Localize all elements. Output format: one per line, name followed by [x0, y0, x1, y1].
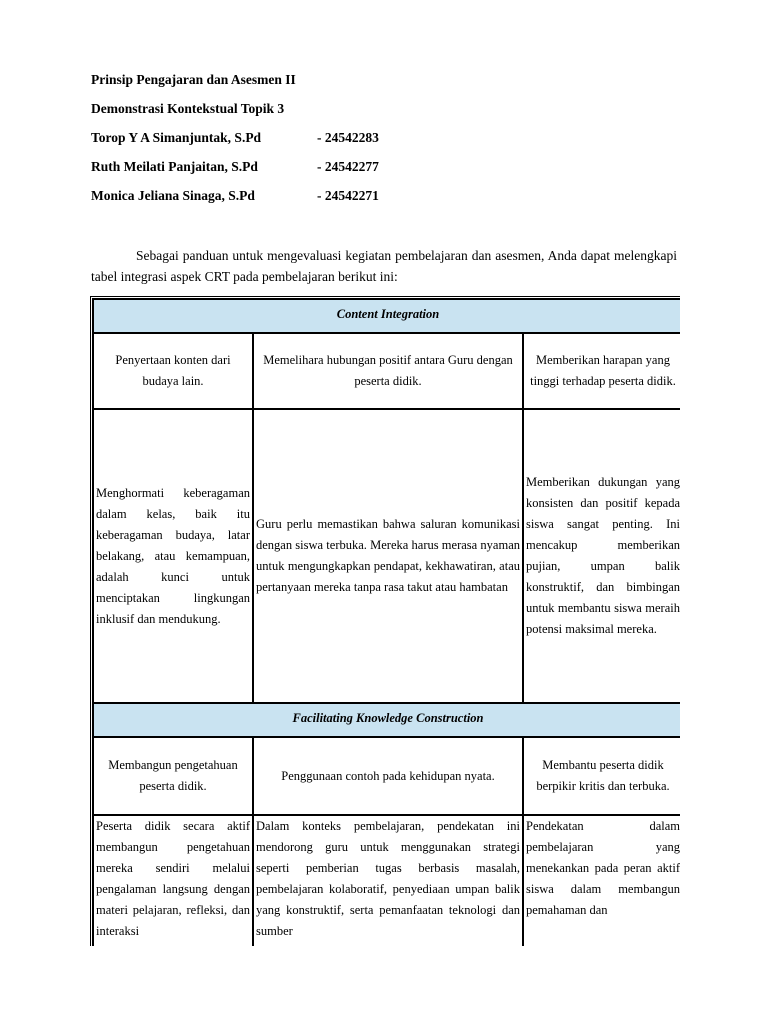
- course-title: Prinsip Pengajaran dan Asesmen II: [91, 72, 296, 87]
- intro-paragraph: [91, 245, 677, 287]
- table-cell: Membangun pengetahuan peserta didik.: [93, 737, 253, 815]
- member-row: [91, 159, 379, 175]
- table-row: [93, 333, 680, 409]
- table-row: [93, 815, 680, 946]
- section-title-content-integration: Content Integration: [93, 299, 680, 333]
- table-row: [93, 737, 680, 815]
- member-name: Ruth Meilati Panjaitan, S.Pd: [91, 159, 258, 174]
- table-cell: Menghormati keberagaman dalam kelas, baik itu keberagaman budaya, latar belakang, atau kemampuan, adalah kunci untuk menciptakan lingkungan inklusif dan mendukung.: [93, 409, 253, 703]
- table-row: [93, 409, 680, 703]
- section-row: [93, 703, 680, 737]
- member-row: [91, 188, 379, 204]
- section-title-knowledge-construction: Facilitating Knowledge Construction: [93, 703, 680, 737]
- member-name: Monica Jeliana Sinaga, S.Pd: [91, 188, 255, 203]
- section-row: [93, 299, 680, 333]
- table-cell: Pendekatan dalam pembelajaran yang menekankan pada peran aktif siswa dalam membangun pemahaman dan: [523, 815, 680, 946]
- table-cell: Guru perlu memastikan bahwa saluran komunikasi dengan siswa terbuka. Mereka harus merasa nyaman untuk mengungkapkan pendapat, kekhawatiran, atau pertanyaan mereka tanpa rasa takut atau hambatan: [253, 409, 523, 703]
- table-cell: Penggunaan contoh pada kehidupan nyata.: [253, 737, 523, 815]
- table-cell: Memberikan harapan yang tinggi terhadap peserta didik.: [523, 333, 680, 409]
- member-name: Torop Y A Simanjuntak, S.Pd: [91, 130, 262, 145]
- table-cell: Membantu peserta didik berpikir kritis dan terbuka.: [523, 737, 680, 815]
- table-cell: Peserta didik secara aktif membangun pengetahuan mereka sendiri melalui pengalaman langsung dengan materi pelajaran, refleksi, dan interaksi: [93, 815, 253, 946]
- member-id: - 24542283: [317, 130, 379, 145]
- table-cell: Penyertaan konten dari budaya lain.: [93, 333, 253, 409]
- crt-table-container: [90, 296, 680, 946]
- table-cell: Memberikan dukungan yang konsisten dan positif kepada siswa sangat penting. Ini mencakup memberikan pujian, umpan balik konstruktif, dan bimbingan untuk membantu siswa meraih potensi maksimal mereka.: [523, 409, 680, 703]
- member-id: - 24542277: [317, 159, 379, 174]
- member-id: - 24542271: [317, 188, 379, 203]
- topic-title: Demonstrasi Kontekstual Topik 3: [91, 101, 285, 116]
- intro-text: Sebagai panduan untuk mengevaluasi kegiatan pembelajaran dan asesmen, Anda dapat melengkapi tabel integrasi aspek CRT pada pembelajaran berikut ini:: [91, 248, 677, 284]
- table-cell: Dalam konteks pembelajaran, pendekatan ini mendorong guru untuk menggunakan strategi seperti pemberian tugas berbasis masalah, pembelajaran kolaboratif, penyediaan umpan balik yang konstruktif, serta pemanfaatan teknologi dan sumber: [253, 815, 523, 946]
- member-row: [91, 130, 379, 146]
- crt-table: [90, 296, 680, 946]
- table-cell: Memelihara hubungan positif antara Guru dengan peserta didik.: [253, 333, 523, 409]
